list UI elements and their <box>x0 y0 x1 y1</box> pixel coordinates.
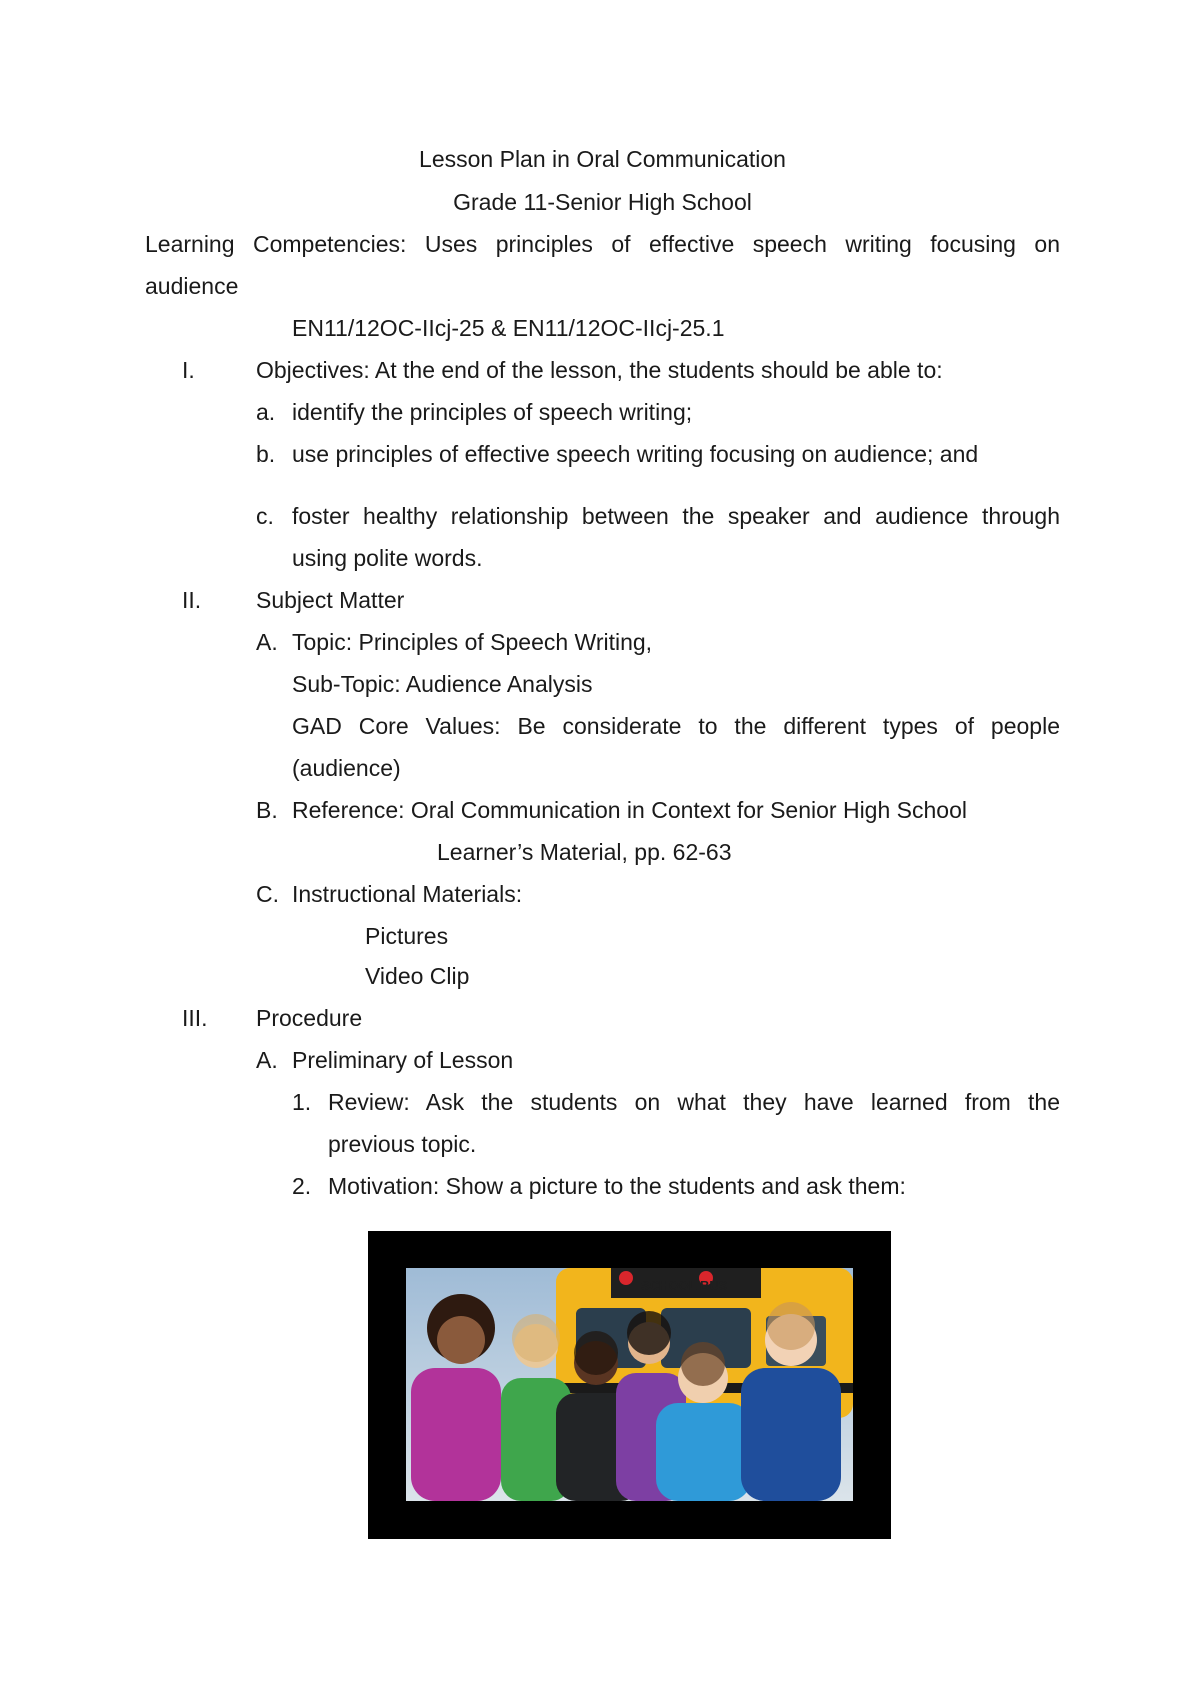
subject-reference-2: Learner’s Material, pp. 62-63 <box>437 839 732 865</box>
section-numeral-i: I. <box>182 357 195 383</box>
step-1-review-1: Review: Ask the students on what they have learned from the <box>328 1089 1060 1115</box>
document-subtitle: Grade 11-Senior High School <box>453 189 752 215</box>
material-video-clip: Video Clip <box>365 963 470 989</box>
subject-b-marker: B. <box>256 797 278 823</box>
objective-c-text-1: foster healthy relationship between the speaker and audience through <box>292 503 1060 529</box>
step-1-review-2: previous topic. <box>328 1131 477 1157</box>
section-numeral-ii: II. <box>182 587 202 613</box>
objective-b-text: use principles of effective speech writing focusing on audience; and <box>292 441 979 467</box>
objective-b-marker: b. <box>256 441 276 467</box>
subject-gad-values-1: GAD Core Values: Be considerate to the different types of people <box>292 713 1060 739</box>
section-numeral-iii: III. <box>182 1005 208 1031</box>
competencies-line-1: Learning Competencies: Uses principles of effective speech writing focusing on <box>145 231 1060 257</box>
objectives-heading: Objectives: At the end of the lesson, the students should be able to: <box>256 357 943 383</box>
motivation-picture <box>406 1268 853 1501</box>
procedure-heading: Procedure <box>256 1005 363 1031</box>
objective-a-text: identify the principles of speech writing; <box>292 399 693 425</box>
subject-topic: Topic: Principles of Speech Writing, <box>292 629 653 655</box>
step-2-motivation: Motivation: Show a picture to the students and ask them: <box>328 1173 906 1199</box>
subject-materials-heading: Instructional Materials: <box>292 881 523 907</box>
competency-codes: EN11/12OC-IIcj-25 & EN11/12OC-IIcj-25.1 <box>292 315 725 341</box>
subject-subtopic: Sub-Topic: Audience Analysis <box>292 671 593 697</box>
subject-heading: Subject Matter <box>256 587 405 613</box>
material-pictures: Pictures <box>365 923 449 949</box>
competencies-line-2: audience <box>145 273 239 299</box>
subject-c-marker: C. <box>256 881 279 907</box>
objective-a-marker: a. <box>256 399 276 425</box>
subject-a-marker: A. <box>256 629 278 655</box>
subject-reference-1: Reference: Oral Communication in Context for Senior High School <box>292 797 967 823</box>
bus-sign: SCHOOL BUS <box>641 1278 728 1293</box>
motivation-picture-frame <box>368 1231 891 1539</box>
objective-c-text-2: using polite words. <box>292 545 483 571</box>
step-2-marker: 2. <box>292 1173 312 1199</box>
subject-gad-values-2: (audience) <box>292 755 401 781</box>
procedure-a-marker: A. <box>256 1047 278 1073</box>
objective-c-marker: c. <box>256 503 274 529</box>
document-title: Lesson Plan in Oral Communication <box>419 146 786 172</box>
school-children-photo <box>406 1268 853 1501</box>
step-1-marker: 1. <box>292 1089 312 1115</box>
procedure-preliminary: Preliminary of Lesson <box>292 1047 514 1073</box>
